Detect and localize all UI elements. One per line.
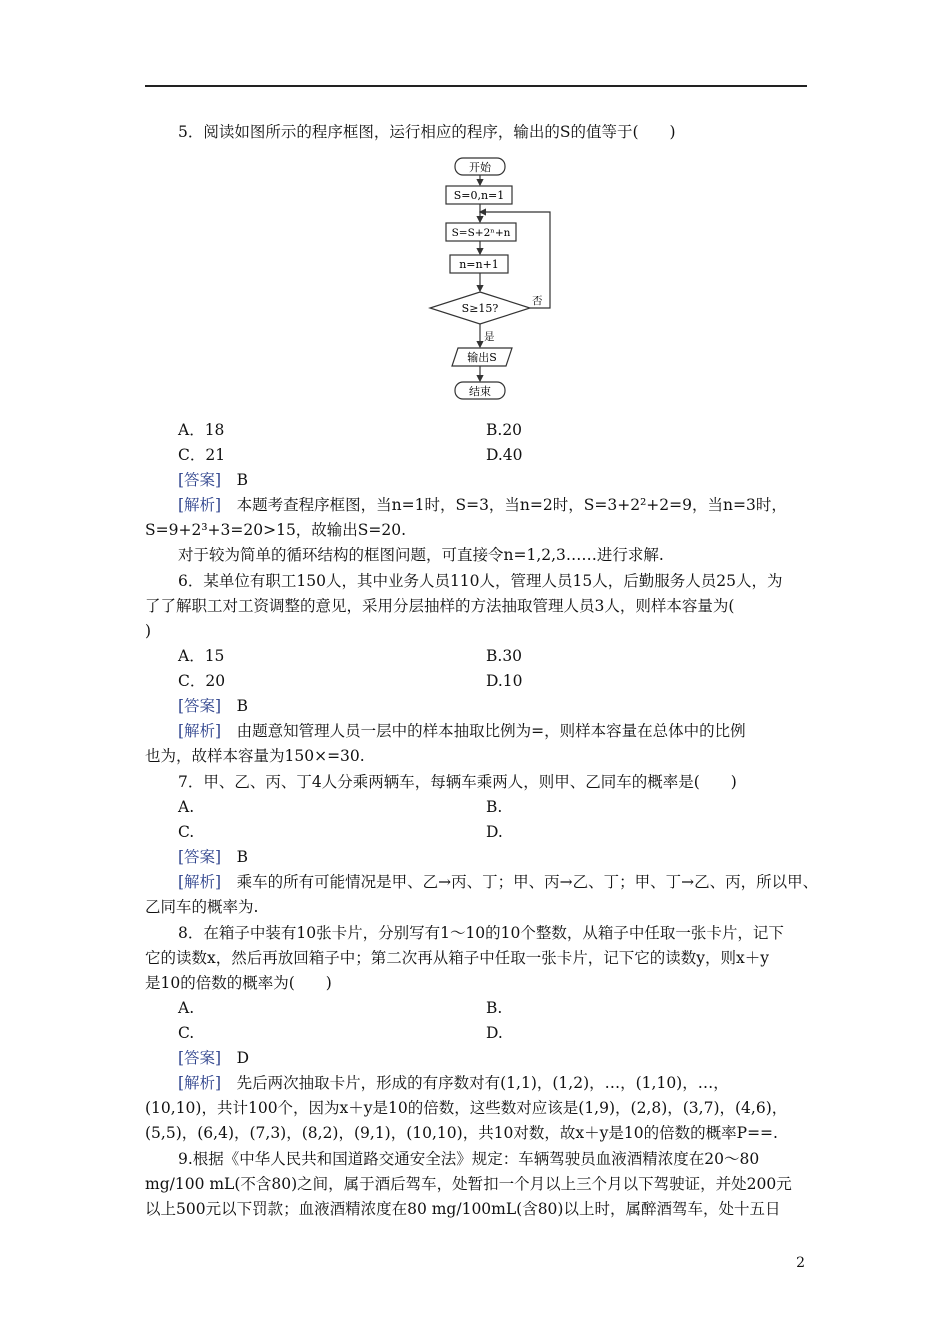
q8-option-b: B. bbox=[486, 999, 503, 1017]
flow-yes-label: 是 bbox=[484, 331, 495, 343]
q8-stem-line-3: 是10的倍数的概率为( ) bbox=[145, 974, 332, 992]
flow-output-text: 输出S bbox=[467, 351, 497, 364]
analysis-tag: [解析] bbox=[178, 496, 222, 514]
flow-update-n-text: n=n+1 bbox=[459, 258, 499, 271]
header-rule bbox=[145, 85, 807, 87]
q8-analysis-line-3: (5,5)，(6,4)，(7,3)，(8,2)，(9,1)，(10,10)，共10对数，故x＋y是10的倍数的概率P==. bbox=[145, 1124, 778, 1142]
q5-analysis-line-1: [解析] 本题考查程序框图，当n=1时，S=3，当n=2时，S=3+2²+2=9，当n=3时， bbox=[178, 496, 787, 514]
q8-stem-line-1: 8．在箱子中装有10张卡片，分别写有1～10的10个整数，从箱子中任取一张卡片，记下 bbox=[178, 924, 784, 942]
q5-stem: 5．阅读如图所示的程序框图，运行相应的程序，输出的S的值等于( ) bbox=[178, 123, 676, 141]
flow-end-text: 结束 bbox=[469, 385, 491, 398]
q9-stem-line-1: 9.根据《中华人民共和国道路交通安全法》规定：车辆驾驶员血液酒精浓度在20～80 bbox=[178, 1150, 760, 1168]
q5-answer-line bbox=[178, 470, 248, 490]
q5-analysis-line-3: 对于较为简单的循环结构的框图问题，可直接令n=1,2,3……进行求解. bbox=[178, 546, 664, 564]
q8-analysis-line-2: (10,10)，共计100个，因为x＋y是10的倍数，这些数对应该是(1,9)，(2,8)，(3,7)，(4,6)， bbox=[145, 1099, 788, 1117]
q7-option-b: B. bbox=[486, 798, 503, 816]
q6-analysis-line-2: 也为，故样本容量为150×=30. bbox=[145, 747, 365, 765]
q9-stem-line-3: 以上500元以下罚款；血液酒精浓度在80 mg/100mL(含80)以上时，属醉酒驾车，处十五日 bbox=[145, 1200, 781, 1218]
q5-option-a: A．18 bbox=[178, 421, 225, 439]
q8-option-a: A. bbox=[178, 999, 195, 1017]
q6-option-c: C．20 bbox=[178, 672, 226, 690]
q6-answer-line: [答案] B bbox=[178, 697, 249, 715]
q8-answer-line: [答案] D bbox=[178, 1049, 250, 1067]
q6-analysis-line-1: [解析] 由题意知管理人员一层中的样本抽取比例为=，则样本容量在总体中的比例 bbox=[178, 722, 746, 740]
q8-analysis-line-1: [解析] 先后两次抽取卡片，形成的有序数对有(1,1)，(1,2)，…，(1,10)，…， bbox=[178, 1074, 729, 1092]
q6-stem-line-2: 了了解职工对工资调整的意见，采用分层抽样的方法抽取管理人员3人，则样本容量为( bbox=[145, 597, 735, 615]
q7-analysis-line-2: 乙同车的概率为. bbox=[145, 898, 259, 916]
page-number: 2 bbox=[796, 1255, 805, 1271]
answer-tag: [答案] bbox=[178, 471, 222, 489]
q8-stem-line-2: 它的读数x，然后再放回箱子中；第二次再从箱子中任取一张卡片，记下它的读数y，则x＋y bbox=[145, 949, 769, 967]
q6-option-b: B.30 bbox=[486, 647, 523, 665]
q5-analysis-line-2: S=9+2³+3=20>15，故输出S=20. bbox=[145, 521, 407, 539]
q7-stem: 7．甲、乙、丙、丁4人分乘两辆车，每辆车乘两人，则甲、乙同车的概率是( ) bbox=[178, 773, 737, 791]
q7-option-a: A. bbox=[178, 798, 195, 816]
q5-option-d: D.40 bbox=[486, 446, 523, 464]
flow-init-text: S=0,n=1 bbox=[453, 189, 505, 202]
q5-option-b: B.20 bbox=[486, 421, 523, 439]
q9-stem-line-2: mg/100 mL(不含80)之间，属于酒后驾车，处暂扣一个月以上三个月以下驾驶证，并处200元 bbox=[145, 1175, 792, 1193]
q5-option-c: C．21 bbox=[178, 446, 226, 464]
q6-option-d: D.10 bbox=[486, 672, 523, 690]
q8-option-d: D. bbox=[486, 1024, 503, 1042]
q6-stem-line-3: ) bbox=[145, 622, 152, 640]
answer-value: B bbox=[236, 471, 249, 489]
q7-option-c: C. bbox=[178, 823, 195, 841]
flow-start-text: 开始 bbox=[469, 161, 491, 174]
flow-condition-text: S≥15? bbox=[461, 302, 499, 315]
q7-analysis-line-1: [解析] 乘车的所有可能情况是甲、乙→丙、丁；甲、丙→乙、丁；甲、丁→乙、丙，所以甲、 bbox=[178, 873, 819, 891]
flowchart bbox=[420, 152, 570, 404]
q7-answer-line: [答案] B bbox=[178, 848, 249, 866]
q7-option-d: D. bbox=[486, 823, 503, 841]
q6-stem-line-1: 6．某单位有职工150人，其中业务人员110人，管理人员15人，后勤服务人员25人，为 bbox=[178, 572, 783, 590]
flow-update-s-text: S=S+2ⁿ+n bbox=[451, 227, 511, 239]
q8-option-c: C. bbox=[178, 1024, 195, 1042]
q6-option-a: A．15 bbox=[178, 647, 225, 665]
flow-no-label: 否 bbox=[532, 295, 543, 307]
